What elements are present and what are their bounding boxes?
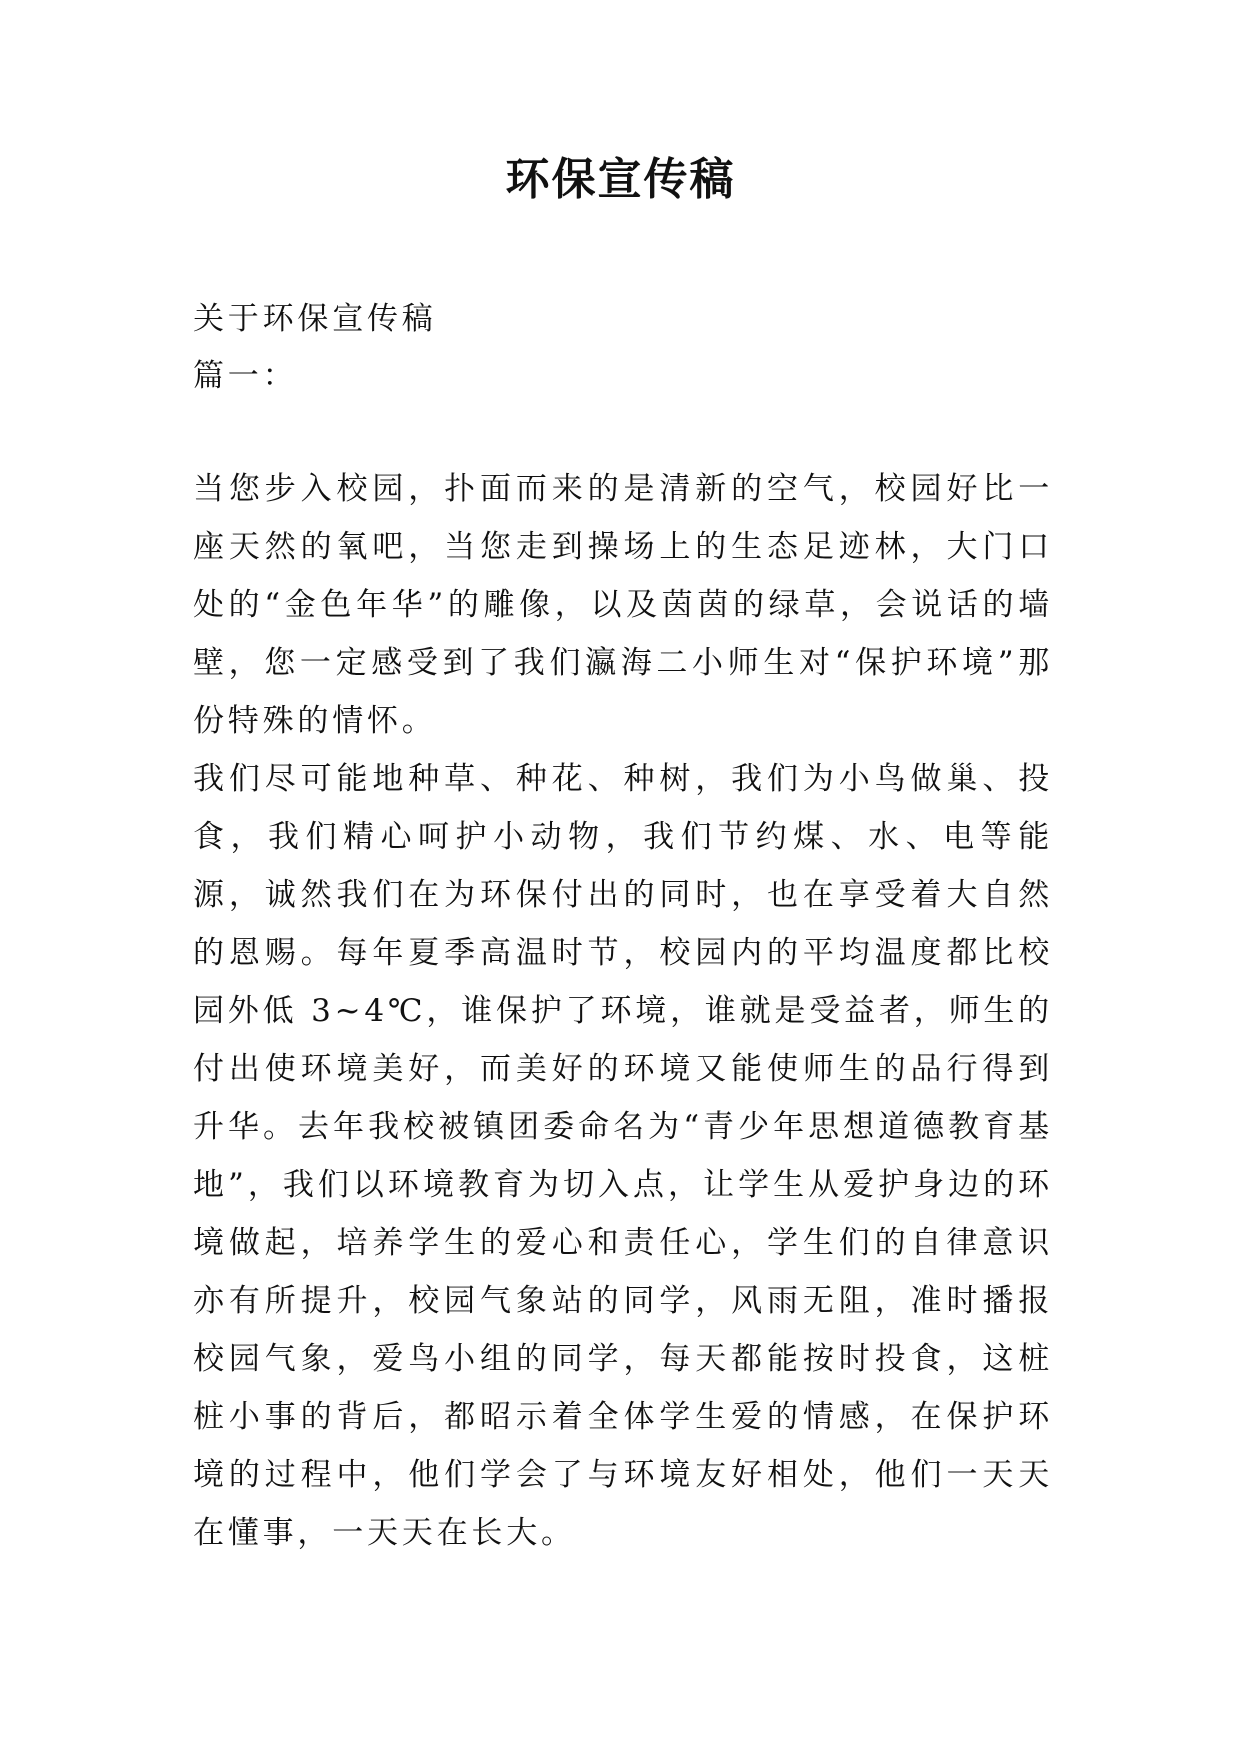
document-title: 环保宣传稿	[505, 154, 736, 205]
paragraph-2: 我们尽可能地种草、种花、种树，我们为小鸟做巢、投食，我们精心呵护小动物，我们节约煤、水、电等能源，诚然我们在为环保付出的同时，也在享受着大自然的恩赐。每年夏季高温时节，校园内的平均温度都比校园外低 3~4℃，谁保护了环境，谁就是受益者，师生的付出使环境美好，而美好的环境又能使师生的品行得到升华。去年我校被镇团委命名为“青少年思想道德教育基地”，我们以环境教育为切入点，让学生从爱护身边的环境做起，培养学生的爱心和责任心，学生们的自律意识亦有所提升，校园气象站的同学，风雨无阻，准时播报校园气象，爱鸟小组的同学，每天都能按时投食，这桩桩小事的背后，都昭示着全体学生爱的情感，在保护环境的过程中，他们学会了与环境友好相处，他们一天天在懂事，一天天在长大。	[193, 761, 1053, 1551]
paragraph-1: 当您步入校园，扑面而来的是清新的空气，校园好比一座天然的氧吧，当您走到操场上的生态足迹林，大门口处的“金色年华”的雕像，以及茵茵的绿草，会说话的墙壁，您一定感受到了我们瀛海二小师生对“保护环境”那份特殊的情怀。	[193, 471, 1053, 739]
section-label: 篇一：	[193, 358, 298, 394]
document-subtitle: 关于环保宣传稿	[193, 301, 437, 337]
